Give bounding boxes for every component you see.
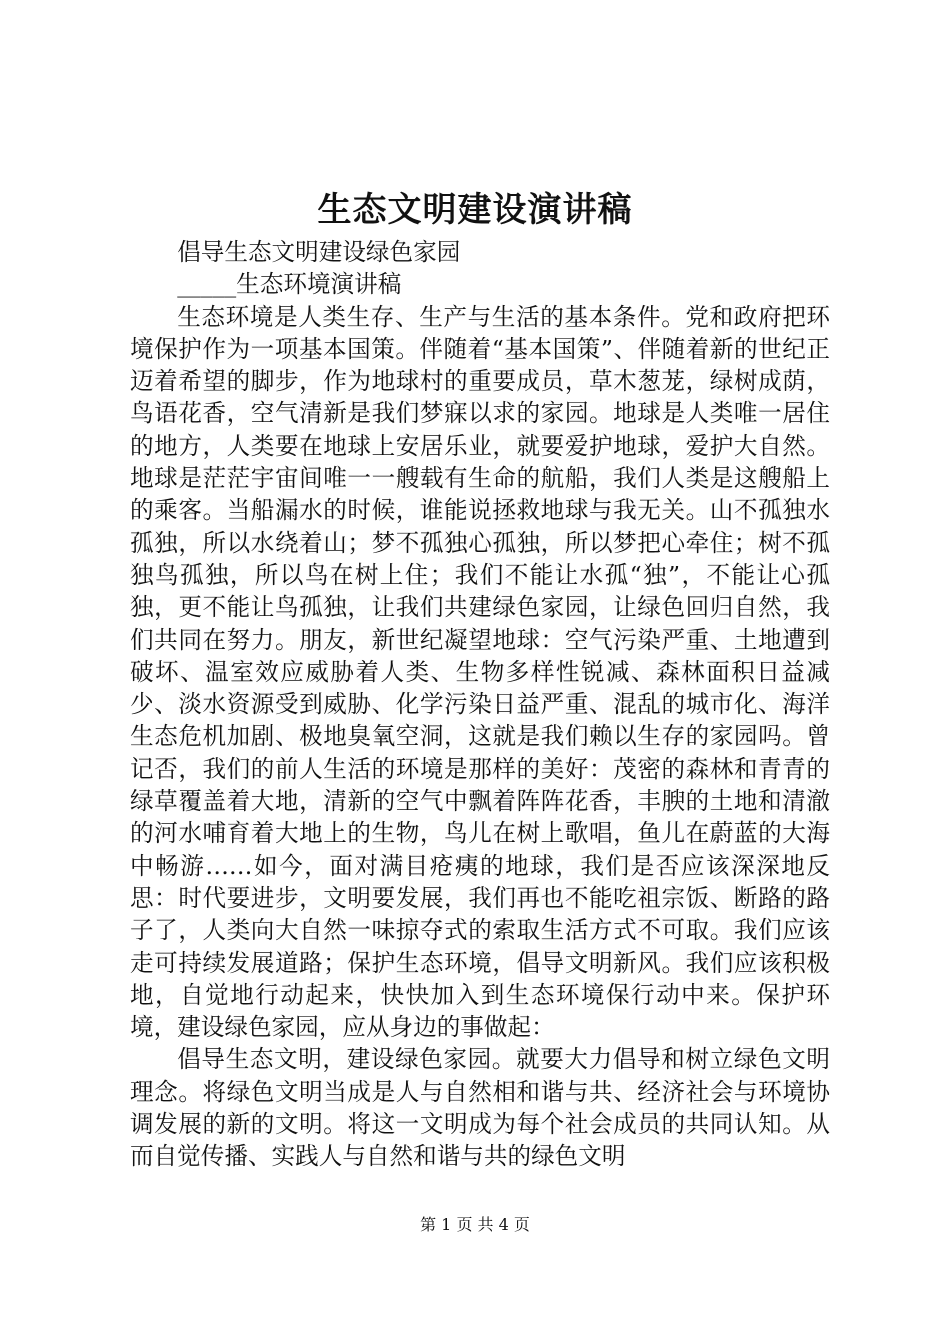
paragraph-1: 生态环境是人类生存、生产与生活的基本条件。党和政府把环境保护作为一项基本国策。伴随着“基本国策”、伴随着新的世纪正迈着希望的脚步，作为地球村的重要成员，草木葱茏，绿树成荫，鸟语花香，空气清新是我们梦寐以求的家园。地球是人类唯一居住的地方，人类要在地球上安居乐业，就要爱护地球，爱护大自然。地球是茫茫宇宙间唯一一艘载有生命的航船，我们人类是这艘船上的乘客。当船漏水的时候，谁能说拯救地球与我无关。山不孤独水孤独，所以水绕着山；梦不孤独心孤独，所以梦把心牵住；树不孤独鸟孤独，所以鸟在树上住；我们不能让水孤“独”，不能让心孤独，更不能让鸟孤独，让我们共建绿色家园，让绿色回归自然，我们共同在努力。朋友，新世纪凝望地球：空气污染严重、土地遭到破坏、温室效应威胁着人类、生物多样性锐减、森林面积日益减少、淡水资源受到威胁、化学污染日益严重、混乱的城市化、海洋生态危机加剧、极地臭氧空洞，这就是我们赖以生存的家园吗。曾记否，我们的前人生活的环境是那样的美好：茂密的森林和青青的绿草覆盖着大地，清新的空气中飘着阵阵花香，丰腴的土地和清澈的河水哺育着大地上的生物，鸟儿在树上歌唱，鱼儿在蔚蓝的大海中畅游……如今，面对满目疮痍的地球，我们是否应该深深地反思：时代要进步，文明要发展，我们再也不能吃祖宗饭、断路的路子了，人类向大自然一味掠夺式的索取生活方式不可取。我们应该走可持续发展道路；保护生态环境，倡导文明新风。我们应该积极地，自觉地行动起来，快快加入到生态环境保行动中来。保护环境，建设绿色家园，应从身边的事做起： <box>130 302 830 1042</box>
document-title: 生态文明建设演讲稿 <box>317 190 633 230</box>
document-body <box>130 236 830 1173</box>
subtitle-line-1: 倡导生态文明建设绿色家园 <box>177 238 461 266</box>
page-footer: 第 1 页 共 4 页 <box>420 1215 530 1234</box>
paragraph-2: 倡导生态文明，建设绿色家园。就要大力倡导和树立绿色文明理念。将绿色文明当成是人与自然相和谐与共、经济社会与环境协调发展的新的文明。将这一文明成为每个社会成员的共同认知。从而自觉传播、实践人与自然和谐与共的绿色文明 <box>130 1045 830 1171</box>
subtitle-line-2: _____生态环境演讲稿 <box>177 270 402 299</box>
